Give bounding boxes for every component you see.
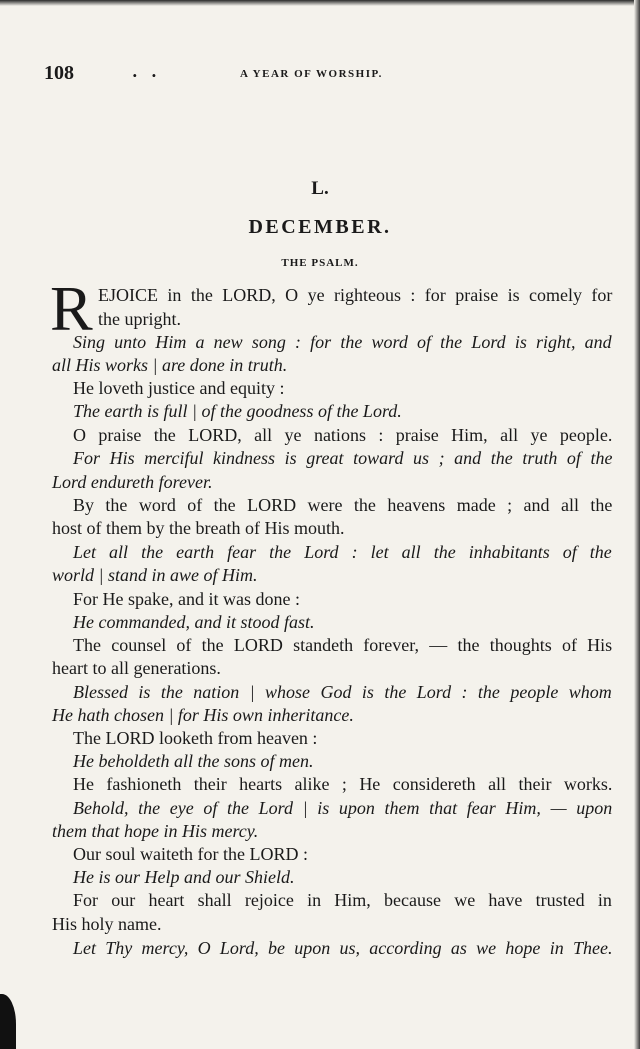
- verse-line: For His merciful kindness is great toward us ; and the truth of the: [73, 448, 613, 468]
- verse-line: heart to all generations.: [52, 658, 221, 678]
- drop-cap: R: [50, 273, 93, 344]
- verse-line: Lord endureth forever.: [52, 472, 213, 492]
- page-number: 108: [44, 62, 74, 84]
- verse-line: He loveth justice and equity :: [73, 378, 285, 398]
- verse-line: He commanded, and it stood fast.: [73, 612, 315, 632]
- verse-line: Sing unto Him a new song : for the word of the Lord is right, and: [73, 332, 612, 352]
- verse-line: Let Thy mercy, O Lord, be upon us, according as we hope in Thee.: [73, 938, 613, 958]
- running-title: A YEAR OF WORSHIP.: [240, 68, 383, 80]
- verse-line: world | stand in awe of Him.: [52, 565, 258, 585]
- verse-line: O praise the LORD, all ye nations : praise Him, all ye people.: [73, 425, 613, 445]
- verse-line: For our heart shall rejoice in Him, because we have trusted in: [73, 890, 612, 910]
- verse-line: Blessed is the nation | whose God is the Lord : the people whom: [73, 682, 612, 702]
- verse-line: He hath chosen | for His own inheritance.: [52, 705, 354, 725]
- verse-line: He fashioneth their hearts alike ; He considereth all their works.: [73, 774, 613, 794]
- verse-line: The earth is full | of the goodness of the Lord.: [73, 401, 402, 421]
- verse-line: host of them by the breath of His mouth.: [52, 518, 345, 538]
- verse-line: His holy name.: [52, 914, 162, 934]
- verse-line: The counsel of the LORD standeth forever, — the thoughts of His: [73, 635, 613, 655]
- psalm-heading: THE PSALM.: [281, 257, 359, 269]
- verse-line: Behold, the eye of the Lord | is upon them that fear Him, — upon: [73, 798, 613, 818]
- verse-line: The LORD looketh from heaven :: [73, 728, 318, 748]
- header-dots: . .: [132, 62, 161, 81]
- verse-line: By the word of the LORD were the heavens made ; and all the: [73, 495, 613, 515]
- verse-line: He beholdeth all the sons of men.: [73, 751, 314, 771]
- verse-line: EJOICE in the LORD, O ye righteous : for praise is comely for: [98, 285, 613, 305]
- verse-line: them that hope in His mercy.: [52, 821, 259, 841]
- verse-line: Let all the earth fear the Lord : let all the inhabitants of the: [73, 542, 612, 562]
- verse-line: He is our Help and our Shield.: [73, 867, 295, 887]
- verse-line: the upright.: [98, 309, 181, 329]
- section-numeral: L.: [311, 178, 329, 199]
- verse-line: all His works | are done in truth.: [52, 355, 288, 375]
- verse-line: Our soul waiteth for the LORD :: [73, 844, 308, 864]
- verse-line: For He spake, and it was done :: [73, 589, 300, 609]
- section-month: DECEMBER.: [248, 216, 392, 238]
